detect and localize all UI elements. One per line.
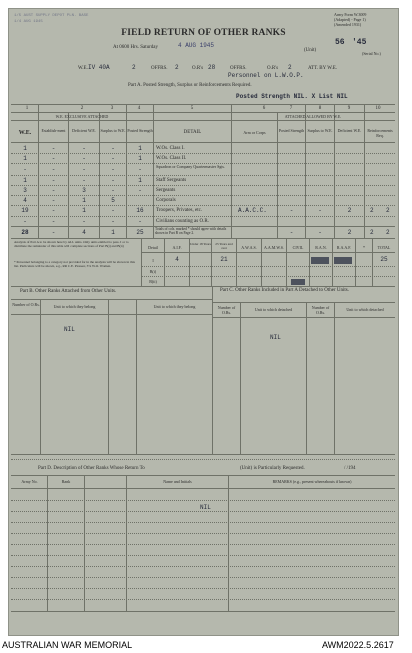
we-label: W.E.: [78, 66, 88, 71]
part-b-col-number: Number of O.Rs.: [12, 302, 40, 307]
hdr-deficient-2: Deficient W.E.: [337, 128, 362, 133]
ana-hdr-ran: R.A.N.: [315, 245, 327, 250]
part-d-title-mid: (Unit) is Particularly Requested.: [240, 466, 305, 471]
offrs-label: OFFRS.: [151, 66, 168, 71]
hdr-arm-corps: Arm or Corps: [243, 130, 266, 135]
col-num-9: 9: [347, 106, 351, 111]
col-num-8: 8: [318, 106, 322, 111]
ana-hdr-total: TOTAL: [377, 245, 391, 250]
redaction-mark: [311, 257, 329, 264]
offrs-value: 2: [175, 64, 179, 71]
form-reference: Army Form W.3009 (Adapted) - Page 1) (Amended 1931): [334, 12, 367, 27]
hdr-establishment: Establish-ment: [41, 128, 66, 133]
ana-hdr-aamws: A.A.M.W.S.: [264, 245, 284, 250]
ors2-label: O.R's: [267, 66, 279, 71]
part-d-title: Part D. Description of Other Ranks Whose Return To: [38, 466, 145, 471]
ors-value: 28: [208, 64, 216, 71]
offrs2-label: OFFRS.: [230, 66, 247, 71]
ana-hdr-awas: A.W.A.S.: [241, 245, 257, 250]
personnel-note: Personnel on L.W.O.P.: [228, 72, 304, 79]
ana-hdr-under18: Under 18 Years: [190, 242, 211, 246]
part-b-title: Part B. Other Ranks Attached from Other Units.: [20, 289, 117, 294]
part-d-col-remarks: REMARKS (e.g., present whereabouts if known): [272, 479, 352, 484]
ana-hdr-civil: CIVIL: [292, 245, 304, 250]
part-b-col-unit: Unit to which they belong: [53, 304, 96, 309]
part-b-col-unit-2: Unit to which they belong: [153, 304, 196, 309]
part-c-col-unit: Unit to which detached: [254, 307, 293, 312]
analysis-row-bi: B(i): [149, 269, 157, 274]
part-b-value: NIL: [64, 326, 75, 333]
serial-label: (Serial No.): [362, 51, 381, 56]
hdr-surplus: Surplus to W.E.: [100, 128, 126, 133]
ana-hdr-aif: A.I.F.: [172, 245, 182, 250]
part-d-title-end: / /194: [344, 466, 356, 471]
unit-label: (Unit): [304, 48, 317, 53]
hdr-posted-2: Posted Strength: [278, 128, 305, 133]
ana-hdr-25over: 25 Years and over: [215, 242, 233, 250]
ana-hdr-star: *: [363, 245, 365, 250]
serial-year: '45: [352, 38, 367, 47]
part-c-col-number-2: Number of O.Rs.: [311, 305, 330, 315]
part-d-value: NIL: [200, 504, 211, 511]
part-d-col-rank: Rank: [61, 479, 71, 484]
analysis-row-bii: B(ii): [149, 279, 157, 284]
form-sheet: 1/5 AUST SUPPLY DEPOT PLN. BASE 1/4 AUG 1945 Army Form W.3009 (Adapted) - Page 1) (Amended 1931) FIELD RETURN OF OTHER RANKS At 0600 Hrs. Saturday 4 AUG 1945 (Unit) 56 '45 (Serial No.) W.E. IV 40A 2 OFFRS. 2 O.R's 28 OFFRS. O.R's 2 ATT. BY W.E. Personnel on L.W.O.P. Part A. Posted Strength, Surplus or Reinforcements Required. Posted Strength NIL. X List NIL 1 2 3 4 5 6 7 8 9 10 W.E. EXCLUSIVE ATTACHED ATTACHED ALLOWED BY W.E. W.E. Establish-ment Deficient W.E. Surplus to W.E. Posted Strength DETAIL Arm or Corps Posted Strength Surplus to W.E. Deficient W.E. Reinforcements Req. 1 - - - 1 W.Os. Class I. 1 - - - 1 W.Os. Class II. - - - - - Squadron or Company Quartermaster Sgts. 1 - - - 1 Staff Sergeants 3 - 3 - - Sergeants 4 - 1 5 Corporals 19 - 1 - 16 Troopers, Privates, etc. - - - - - Civilians counting as O.R. 28 - 4 1 25 Totals of cols. marked * should agree with details shown in Part B on Page 2. A.A.C.C. - - 2 2 2 - - 2 2 2 Analysis of Part A to be shown here by ALL units. Only units entitled to pass. I or to distribute the remainder of this table will complete sections of Part B(i) and B(ii) * Personnel belonging to a category not provided for in the analysis will be shown in this list. Particulars will be shown, e.g., RR C.E. Pioneer, 3% W.O. Women. Detail A.I.F. Under 18 Years 25 Years and over A.W.A.S. A.A.M.W.S. CIVIL R.A.N. R.A.A.F. * TOTAL I 4 21 25 B(i) B(ii) Part B. Other Ranks Attached from Other Units. Number of O.Rs. Unit to which they belong Unit to which they belong NIL Part C. Other Ranks Included in Part A Detached to Other Units. Number of O.Rs. Unit to which detached Number of O.Rs. Unit to which detached NIL Part D. Description of Other Ranks Whose Return To (Unit) is Particularly Requested. / /194 Army No. Rank Name and Initials REMARKS (e.g., present whereabouts if known) NIL: [8, 8, 399, 636]
unit-stamp-line2: 1/4 AUG 1945: [14, 20, 43, 24]
posted-strength-note: Posted Strength NIL. X List NIL: [236, 93, 348, 100]
we-value: IV 40A: [88, 64, 110, 71]
footer-accession: AWM2022.5.2617: [322, 640, 394, 650]
col-num-10: 10: [375, 106, 381, 111]
ana-hdr-raaf: R.A.A.F.: [336, 245, 352, 250]
analysis-note: Analysis of Part A to be shown here by ALL units. Only units entitled to pass. I or to distribute the remainder of this table will complete sections of Part B(i) and B(ii): [14, 240, 129, 249]
hdr-deficient: Deficient W.E.: [72, 128, 96, 133]
col-num-2: 2: [80, 106, 84, 111]
col-num-3: 3: [110, 106, 114, 111]
col-num-7: 7: [289, 106, 293, 111]
date-prefix: At 0600 Hrs. Saturday: [113, 45, 158, 50]
col-num-4: 4: [137, 106, 141, 111]
unit-stamp-line1: 1/5 AUST SUPPLY DEPOT PLN. BASE: [14, 14, 89, 18]
col-num-6: 6: [262, 106, 266, 111]
hdr-surplus-2: Surplus to W.E.: [307, 128, 333, 133]
redaction-mark: [291, 279, 305, 285]
attached-header: ATTACHED ALLOWED BY W.E.: [284, 114, 342, 119]
archive-footer: [0, 638, 412, 653]
hdr-detail: DETAIL: [183, 130, 202, 135]
we-number: 2: [132, 64, 136, 71]
part-d-col-name: Name and Initials: [163, 479, 192, 484]
form-title: FIELD RETURN OF OTHER RANKS: [121, 28, 286, 38]
hdr-we: W.E.: [18, 130, 32, 136]
part-c-col-number: Number of O.Rs.: [217, 305, 236, 315]
footer-institution: AUSTRALIAN WAR MEMORIAL: [2, 640, 133, 650]
part-a-title: Part A. Posted Strength, Surplus or Reinforcements Required.: [128, 83, 252, 88]
ana-hdr-detail: Detail: [148, 245, 158, 250]
part-c-value: NIL: [270, 334, 281, 341]
ors2-value: 2: [288, 64, 292, 71]
we-excl-header: W.E. EXCLUSIVE ATTACHED: [55, 114, 109, 119]
redaction-mark: [334, 257, 352, 264]
hdr-reinforcements: Reinforcements Req.: [367, 128, 393, 138]
col-num-1: 1: [25, 106, 29, 111]
att-label: ATT. BY W.E.: [308, 66, 338, 71]
serial-number: 56: [335, 38, 345, 47]
ors-label: O.R's: [192, 66, 204, 71]
part-c-title: Part C. Other Ranks Included in Part A Detached to Other Units.: [220, 288, 350, 293]
analysis-note-2: * Personnel belonging to a category not provided for in the analysis will be shown in this list. Particulars will be shown, e.g., RR C.E. Pioneer, 3% W.O. Women.: [14, 260, 135, 269]
part-c-col-unit-2: Unit to which detached: [346, 307, 384, 312]
part-d-col-army-no: Army No.: [21, 479, 38, 484]
col-num-5: 5: [190, 106, 194, 111]
hdr-posted: Posted Strength: [127, 128, 153, 133]
date-stamp: 4 AUG 1945: [178, 42, 215, 49]
